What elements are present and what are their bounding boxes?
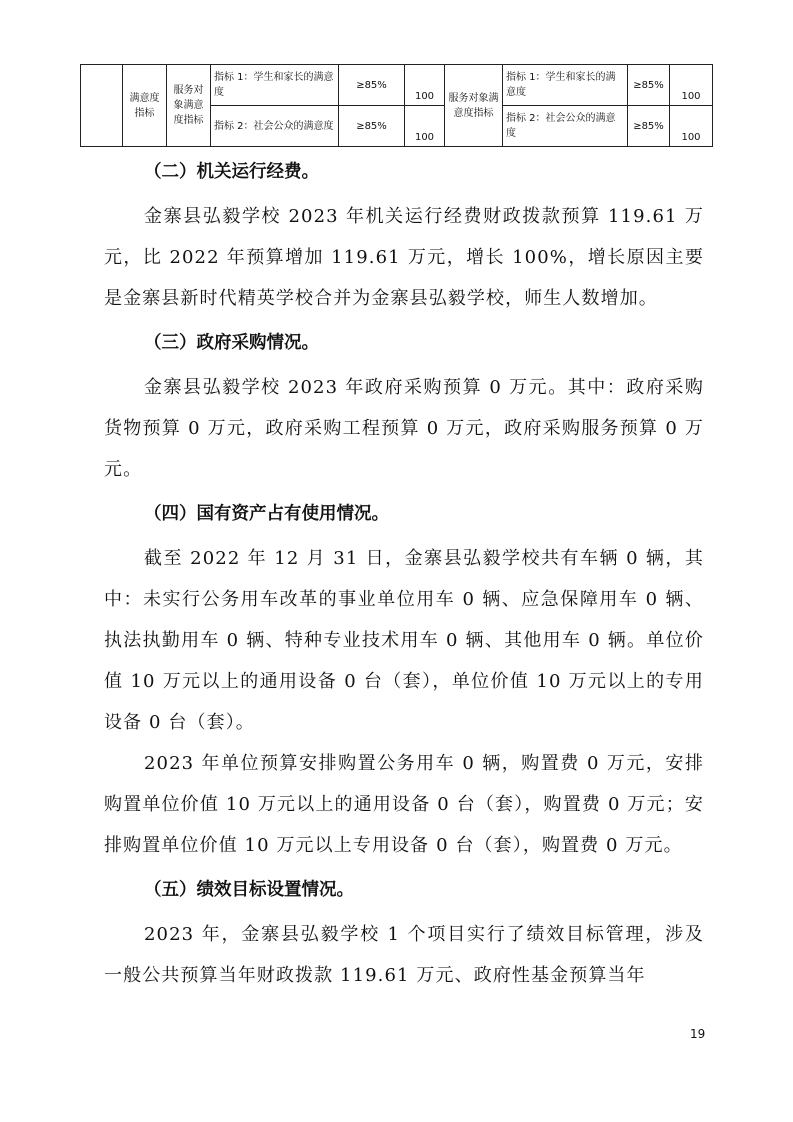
table-group-cell-right: 服务对象满意度指标 [445,65,503,147]
table-score-cell: 100 [405,106,445,147]
section-performance-targets [104,866,704,996]
section-operating-funds [104,148,704,319]
document-body [104,148,704,996]
paragraph: 2023 年单位预算安排购置公务用车 0 辆，购置费 0 万元，安排购置单位价值 10 万元以上的通用设备 0 台（套），购置费 0 万元；安排购置单位价值 10 万元以上专用设备 0 台（套），购置费 0 万元。 [104,753,704,856]
page-number: 19 [690,1027,706,1041]
table-target-cell: ≥85% [339,106,405,147]
table-target-cell: ≥85% [339,65,405,106]
table-category-cell: 满意度指标 [123,65,167,147]
table-indicator-cell: 指标 1：学生和家长的满意度 [211,65,339,106]
paragraph: 2023 年，金寨县弘毅学校 1 个项目实行了绩效目标管理，涉及一般公共预算当年财政拨款 119.61 万元、政府性基金预算当年 [104,924,704,986]
table-indicator-cell: 指标 2：社会公众的满意度 [503,106,628,147]
section-heading: （四）国有资产占有使用情况。 [144,504,389,524]
paragraph: 金寨县弘毅学校 2023 年政府采购预算 0 万元。其中：政府采购货物预算 0 万元，政府采购工程预算 0 万元，政府采购服务预算 0 万元。 [104,377,704,480]
table-target-cell: ≥85% [628,106,670,147]
table-score-cell: 100 [670,65,713,106]
paragraph: 截至 2022 年 12 月 31 日，金寨县弘毅学校共有车辆 0 辆，其中：未实行公务用车改革的事业单位用车 0 辆、应急保障用车 0 辆、执法执勤用车 0 辆、特种专业技术用车 0 辆、其他用车 0 辆。单位价值 10 万元以上的通用设备 0 台（套），单位价值 10 万元以上的专用设备 0 台（套）。 [104,548,704,733]
section-government-procurement [104,319,704,490]
table-group-cell-left: 服务对象满意度指标 [167,65,211,147]
table-score-cell: 100 [670,106,713,147]
table-blank-cell [81,65,123,147]
table-indicator-cell: 指标 2：社会公众的满意度 [211,106,339,147]
table-indicator-cell: 指标 1：学生和家长的满意度 [503,65,628,106]
section-state-assets [104,490,704,866]
table-target-cell: ≥85% [628,65,670,106]
table-score-cell: 100 [405,65,445,106]
table-row [81,65,713,106]
performance-indicator-table [80,64,713,147]
section-heading: （二）机关运行经费。 [144,162,319,182]
paragraph: 金寨县弘毅学校 2023 年机关运行经费财政拨款预算 119.61 万元，比 2022 年预算增加 119.61 万元，增长 100%，增长原因主要是金寨县新时代精英学校合并为金寨县弘毅学校，师生人数增加。 [104,206,704,309]
section-heading: （三）政府采购情况。 [144,333,319,353]
section-heading: （五）绩效目标设置情况。 [144,880,354,900]
